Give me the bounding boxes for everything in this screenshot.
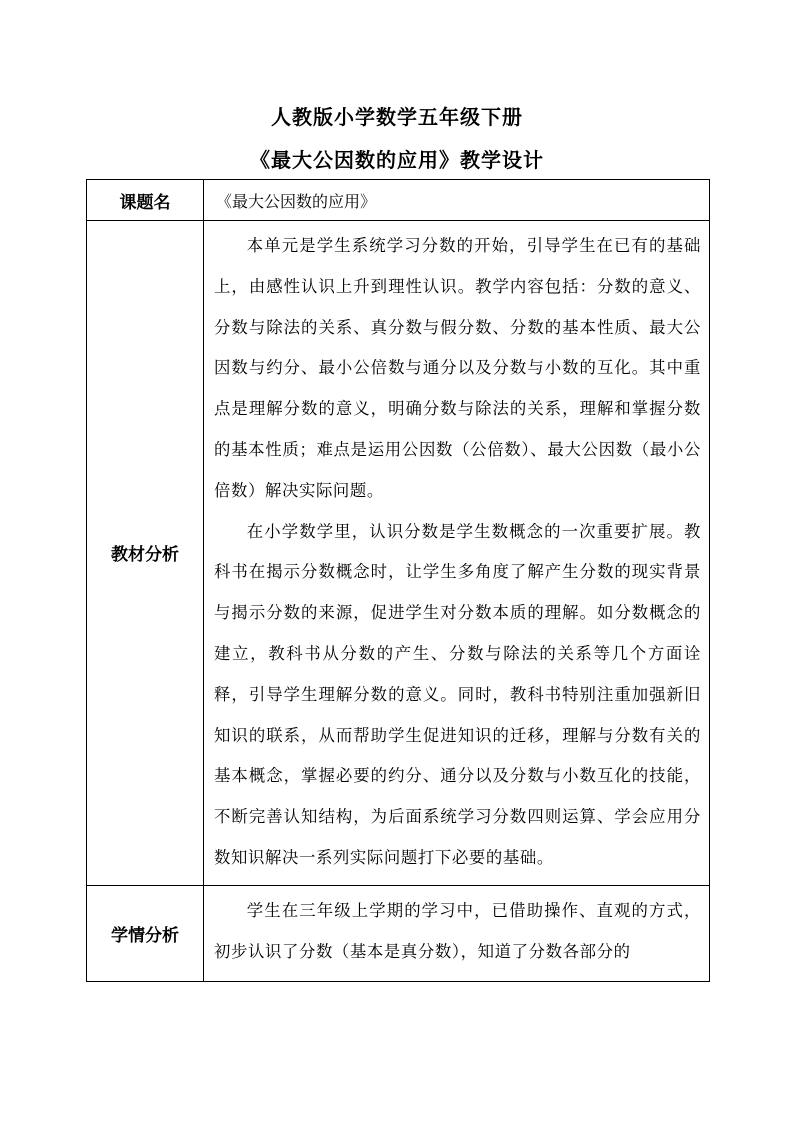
learner-analysis-content: [204, 885, 710, 981]
table-row-topic: [87, 180, 710, 221]
material-analysis-content: [204, 221, 710, 886]
learner-analysis-paragraph-1: 学生在三年级上学期的学习中，已借助操作、直观的方式，初步认识了分数（基本是真分数），知道了分数各部分的: [214, 900, 701, 961]
document-subtitle: 《最大公因数的应用》教学设计: [250, 148, 544, 172]
learner-analysis-label: 学情分析: [87, 885, 204, 981]
material-analysis-paragraph-1: 本单元是学生系统学习分数的开始，引导学生在已有的基础上，由感性认识上升到理性认识。教学内容包括：分数的意义、分数与除法的关系、真分数与假分数、分数的基本性质、最大公因数与约分、最小公倍数与通分以及分数与小数的互化。其中重点是理解分数的意义，明确分数与除法的关系，理解和掌握分数的基本性质；难点是运用公因数（公倍数）、最大公因数（最小公倍数）解决实际问题。: [214, 236, 701, 500]
document-title: 人教版小学数学五年级下册: [271, 105, 523, 129]
lesson-plan-table: [86, 179, 710, 982]
material-analysis-paragraph-2: 在小学数学里，认识分数是学生数概念的一次重要扩展。教科书在揭示分数概念时，让学生多角度了解产生分数的现实背景与揭示分数的来源，促进学生对分数本质的理解。如分数概念的建立，教科书从分数的产生、分数与除法的关系等几个方面诠释，引导学生理解分数的意义。同时，教科书特别注重加强新旧知识的联系，从而帮助学生促进知识的迁移，理解与分数有关的基本概念，掌握必要的约分、通分以及分数与小数互化的技能，不断完善认知结构，为后面系统学习分数四则运算、学会应用分数知识解决一系列实际问题打下必要的基础。: [214, 521, 701, 867]
topic-label: 课题名: [87, 180, 204, 221]
table-row-material-analysis: [87, 221, 710, 886]
material-analysis-label: 教材分析: [87, 221, 204, 886]
table-row-learner-analysis: [87, 885, 710, 981]
topic-value: 《最大公因数的应用》: [204, 180, 710, 221]
